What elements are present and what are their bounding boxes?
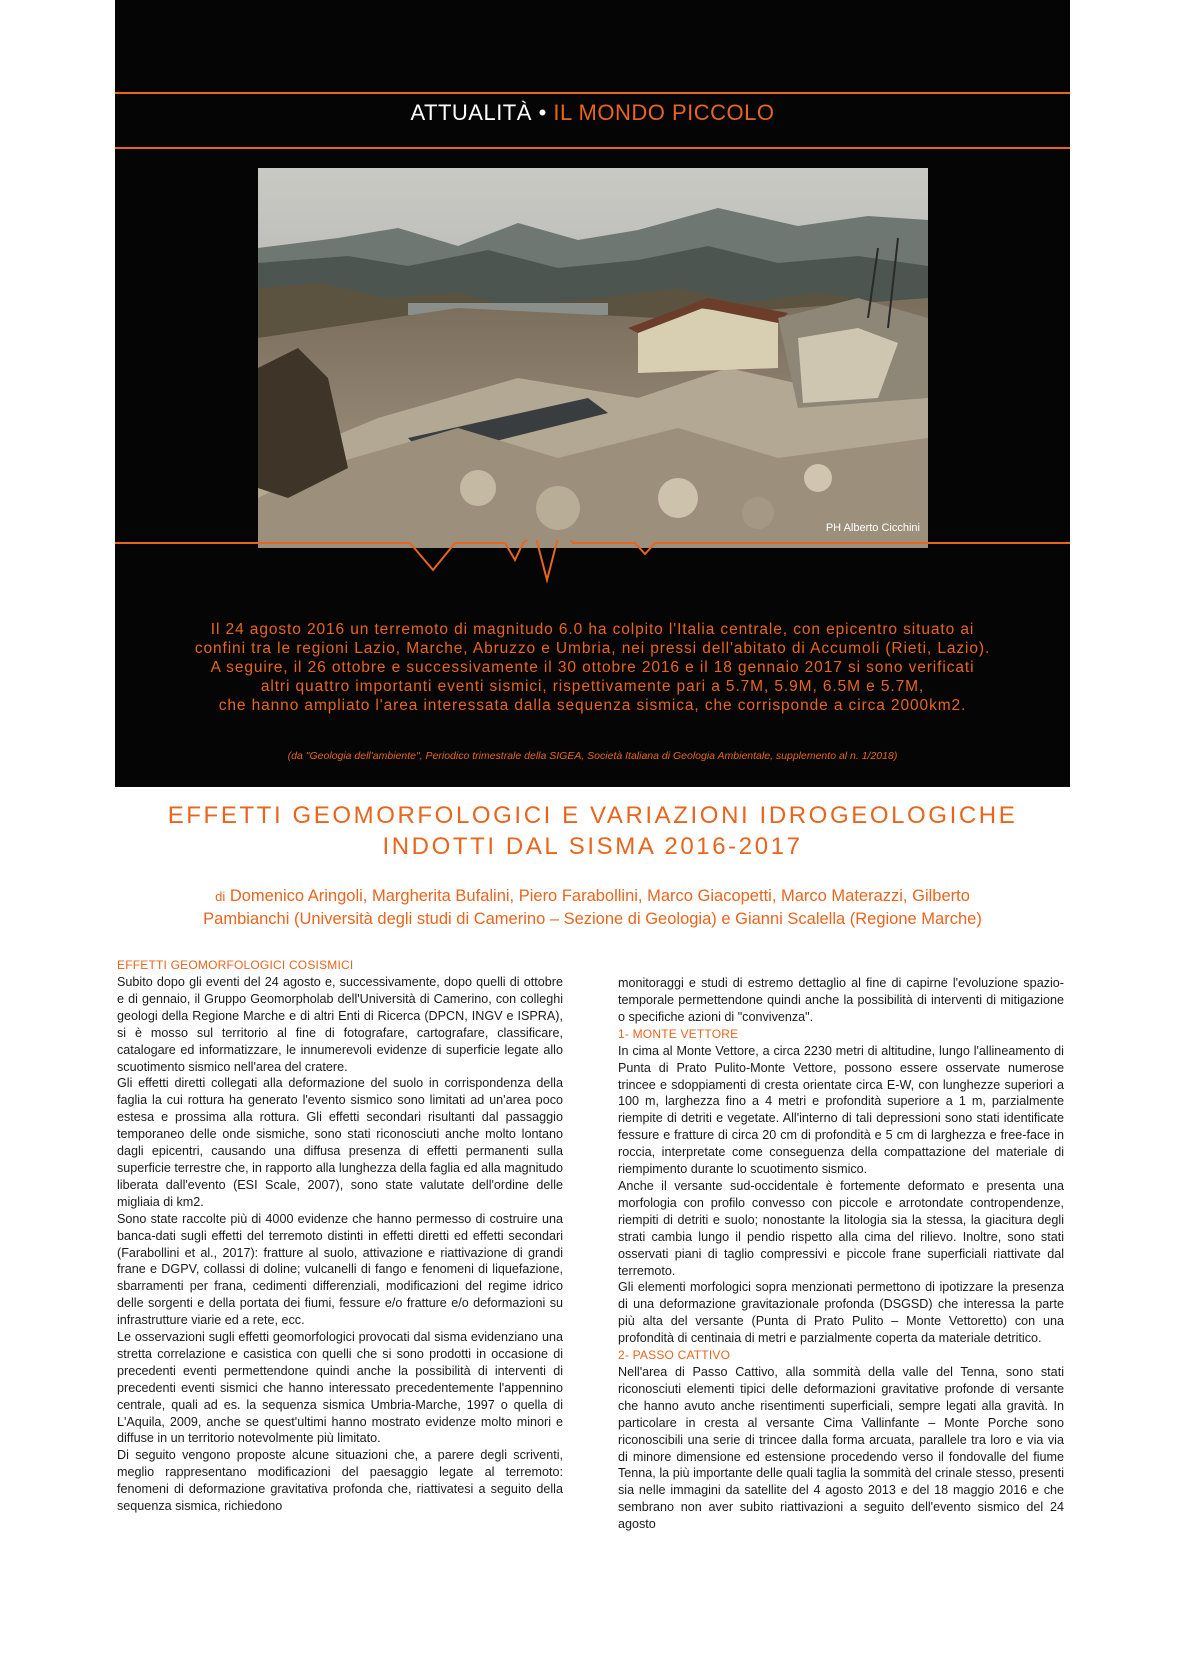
paragraph: Sono state raccolte più di 4000 evidenze che hanno permesso di costruire una banca-dati sugli effetti del terremoto distinti in effetti diretti ed effetti secondari (Farabollini et al., 2017): fratture al suolo, attivazione e riattivazione di grandi frane e DGPV, collassi di doline; vulcanelli di fango e fenomeni di liquefazione, sbarramenti per frana, cedimenti differenziali, modificazioni del regime idrico delle sorgenti e della portata dei fiumi, fessure e/o fratture e/o deformazioni su infrastrutture viarie ed a rete, ecc. — [117, 1211, 563, 1328]
rubble-photo-image — [258, 168, 928, 548]
paragraph: Di seguito vengono proposte alcune situazioni che, a parere degli scriventi, meglio rappresentano modificazioni del paesaggio legate al terremoto: fenomeni di deformazione gravitativa profonda che, riattivatesi a seguito della sequenza sismica, richiedono — [117, 1448, 563, 1514]
paragraph: Anche il versante sud-occidentale è fortemente deformato e presenta una morfologia con profilo convesso con piccole e arrotondate contropendenze, riempiti di detriti e suolo; nonostante la litologia sia la stessa, la giacitura degli strati cambia lungo il pendio rispetto alla cima del rilievo. Inoltre, sono stati osservati piani di taglio compressivi e piccole frane superficiali riattivate dal terremoto. — [618, 1178, 1064, 1278]
seismograph-line — [115, 540, 1070, 590]
left-column — [117, 957, 563, 1515]
paragraph: Nell'area di Passo Cattivo, alla sommità della valle del Tenna, sono stati riconosciuti elementi tipici delle deformazioni gravitative profonde di versante che hanno avuto anche risentimenti superficiali, sempre legati alla gravità. In particolare in cresta al versante Cima Vallinfante – Monte Porche sono riconoscibili una serie di trincee dalla forma arcuata, parallele tra loro e via via di minore dimensione ed estensione procedendo verso il fondovalle del fiume Tenna, la più importante delle quali taglia la sommità del crinale stesso, presenti sia nelle immagini da satellite del 4 agosto 2013 e del 18 maggio 2016 e che sembrano non aver subito riattivazioni a seguito dell'evento sismico del 24 agosto — [618, 1365, 1064, 1532]
section-heading-passo-cattivo: 2- PASSO CATTIVO — [618, 1348, 731, 1363]
header-band — [115, 0, 1070, 787]
left-section-heading: EFFETTI GEOMORFOLOGICI COSISMICI — [117, 958, 354, 972]
paragraph: Subito dopo gli eventi del 24 agosto e, successivamente, dopo quelli di ottobre e di gennaio, il Gruppo Geomorpholab dell'Università di Camerino, con colleghi geologi della Regione Marche e di altri Enti di Ricerca (DPCN, INGV e ISPRA), si è mosso sul territorio al fine di fotografare, cartografare, classificare, catalogare ed informatizzare, le innumerevoli evidenze di superficie legate allo scuotimento sismico nell'area del cratere. — [117, 975, 563, 1074]
subsection-label: IL MONDO PICCOLO — [553, 100, 775, 125]
section-title — [115, 100, 1070, 126]
paragraph: Gli elementi morfologici sopra menzionati permettono di ipotizzare la presenza di una deformazione gravitazionale profonda (DSGSD) che interessa la parte più alta del versante (Punta di Prato Pulito – Monte Vettoretto) con una profondità di centinaia di metri e parzialmente coperta da materiale detritico. — [618, 1280, 1064, 1346]
section-label: ATTUALITÀ — [410, 100, 532, 125]
intro-line: che hanno ampliato l'area interessata dalla sequenza sismica, che corrisponde a circa 2000km2. — [218, 697, 967, 714]
intro-line: A seguire, il 26 ottobre e successivamente il 30 ottobre 2016 e il 18 gennaio 2017 si sono verificati — [210, 659, 975, 676]
top-rule — [115, 92, 1070, 94]
right-column — [618, 975, 1064, 1533]
article-title — [115, 800, 1070, 862]
section-heading-monte-vettore: 1- MONTE VETTORE — [618, 1026, 739, 1041]
authors-line2: Pambianchi (Università degli studi di Camerino – Sezione di Geologia) e Gianni Scalella (Regione Marche) — [203, 910, 982, 928]
paragraph: Le osservazioni sugli effetti geomorfologici provocati dal sisma evidenziano una stretta correlazione e casistica con quelli che si sono prodotti in occasione di precedenti eventi permettendone quindi anche la possibilità di interventi di precedenti eventi sismici che hanno interessato precedentemente l'appennino centrale, quali ad es. la sequenza sismica Umbria-Marche, 1997 o quella di L'Aquila, 2009, anche se quest'ultimi hanno mostrato evidenze molto minori e diffuse in un territorio notevolmente più limitato. — [117, 1330, 563, 1446]
intro-line: Il 24 agosto 2016 un terremoto di magnitudo 6.0 ha colpito l'Italia centrale, con epicentro situato ai — [210, 621, 975, 638]
article-title-line2: INDOTTI DAL SISMA 2016-2017 — [382, 833, 803, 860]
intro-text — [135, 620, 1050, 715]
intro-line: altri quattro importanti eventi sismici, rispettivamente pari a 5.7M, 5.9M, 6.5M e 5.7M, — [260, 678, 925, 695]
article-authors — [130, 885, 1055, 931]
paragraph: Gli effetti diretti collegati alla deformazione del suolo in corrispondenza della faglia la cui rottura ha generato l'evento sismico sono limitati ad un'area poco estesa e prossima alla rottura. Gli effetti secondari risultanti dal passaggio temporaneo delle onde sismiche, sono stati riconosciuti anche molto lontano dagli epicentri, causando una diffusa presenza di effetti permanenti sulla superficie terrestre che, in rapporto alla lunghezza della faglia ed alla magnitudo liberata dall'evento (ESI Scale, 2007), sono state valutate dell'ordine delle migliaia di km2. — [117, 1076, 563, 1209]
intro-line: confini tra le regioni Lazio, Marche, Abruzzo e Umbria, nei pressi dell'abitato di Accumoli (Rieti, Lazio). — [194, 640, 991, 657]
rubble-photo — [258, 168, 928, 548]
authors-line1: Domenico Aringoli, Margherita Bufalini, Piero Farabollini, Marco Giacopetti, Marco Materazzi, Gilberto — [229, 887, 970, 905]
authors-prefix: di — [215, 889, 226, 904]
bottom-rule — [115, 147, 1070, 149]
paragraph: In cima al Monte Vettore, a circa 2230 metri di altitudine, lungo l'allineamento di Punta di Prato Pulito-Monte Vettore, possono essere osservate numerose trincee e sdoppiamenti di cresta orientate circa E-W, con lunghezze superiori a 100 m, larghezza fino a 4 metri e profondità superiore a 1 m, parzialmente riempite di detriti e vegetate. All'interno di tali depressioni sono stati identificate fessure e fratture di circa 20 cm di profondità e 5 cm di larghezza e free-face in roccia, interpretate come conseguenza della compattazione del materiale di riempimento durante lo scuotimento sismico. — [618, 1043, 1064, 1177]
source-note: (da "Geologia dell'ambiente", Periodico trimestrale della SIGEA, Società Italiana di Geologia Ambientale, supplemento al n. 1/2018) — [287, 750, 898, 762]
section-separator: • — [538, 100, 547, 125]
paragraph: monitoraggi e studi di estremo dettaglio al fine di capirne l'evoluzione spazio-temporale permettendone quindi anche la possibilità di interventi di mitigazione o specifiche azioni di "convivenza". — [618, 976, 1064, 1024]
photo-credit: PH Alberto Cicchini — [825, 522, 920, 534]
article-title-line1: EFFETTI GEOMORFOLOGICI E VARIAZIONI IDROGEOLOGICHE — [167, 802, 1018, 829]
